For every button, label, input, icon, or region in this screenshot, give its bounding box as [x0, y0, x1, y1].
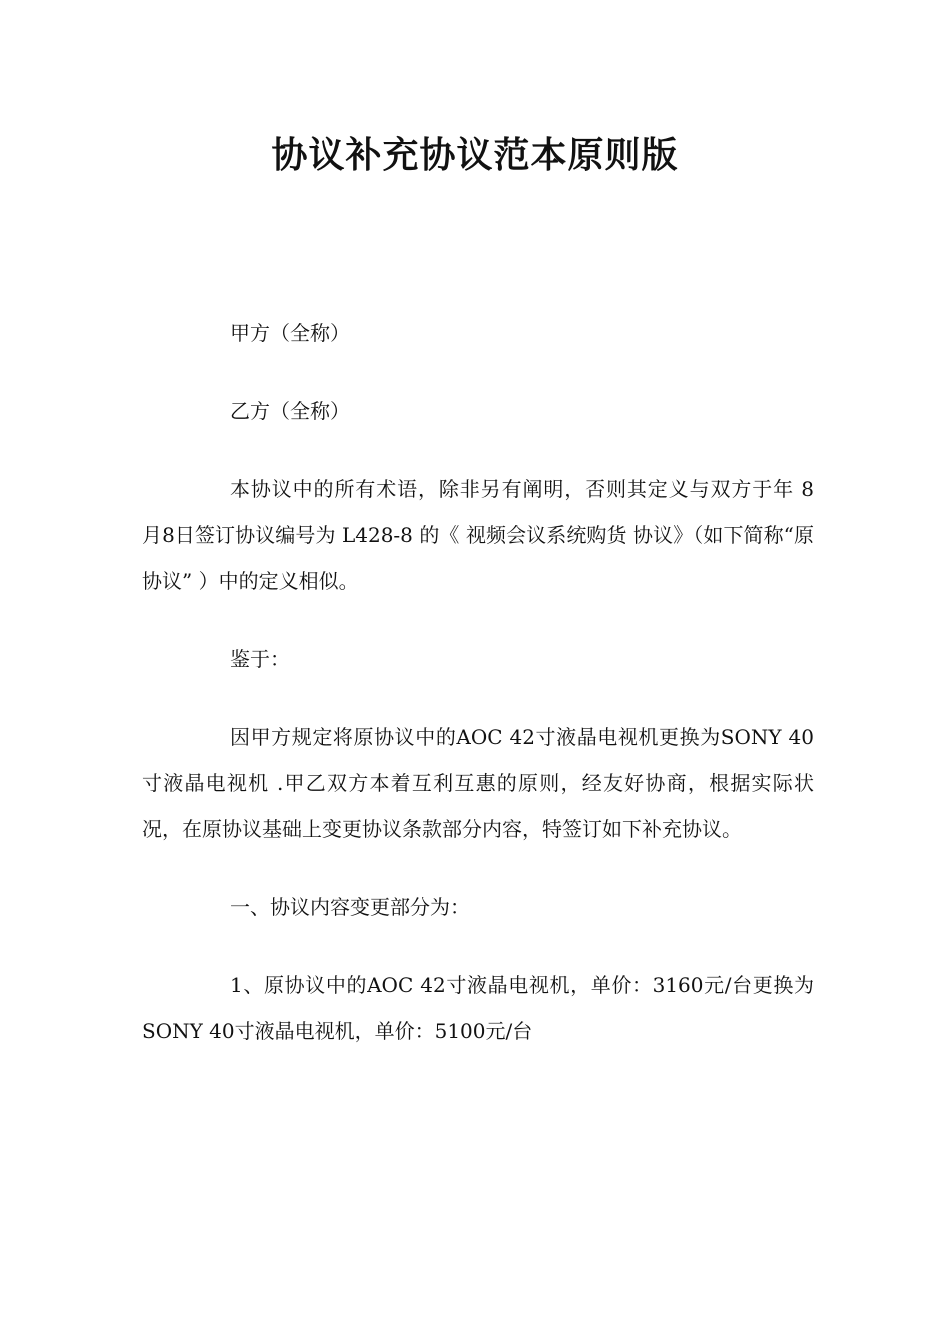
background-paragraph: 因甲方规定将原协议中的AOC 42寸液晶电视机更换为SONY 40寸液晶电视机 .甲乙双方本着互利互惠的原则，经友好协商，根据实际状况，在原协议基础上变更协议条款部分内容，特签订如下补充协议。	[142, 725, 814, 841]
clause-one-paragraph: 1、原协议中的AOC 42寸液晶电视机，单价：3160元/台更换为SONY 40寸液晶电视机，单价：5100元/台	[142, 973, 814, 1043]
document-title: 协议补充协议范本原则版	[271, 135, 679, 176]
party-a-line: 甲方（全称）	[230, 321, 350, 345]
whereas-heading: 鉴于：	[230, 647, 290, 671]
party-b-line: 乙方（全称）	[230, 399, 350, 423]
section-one-heading: 一、协议内容变更部分为：	[230, 895, 470, 919]
document-body	[142, 310, 814, 1086]
terms-definition-paragraph: 本协议中的所有术语，除非另有阐明，否则其定义与双方于年 8 月8日签订协议编号为 L428-8 的《 视频会议系统购货 协议》（如下简称“原协议” ）中的定义相似。	[142, 477, 814, 593]
